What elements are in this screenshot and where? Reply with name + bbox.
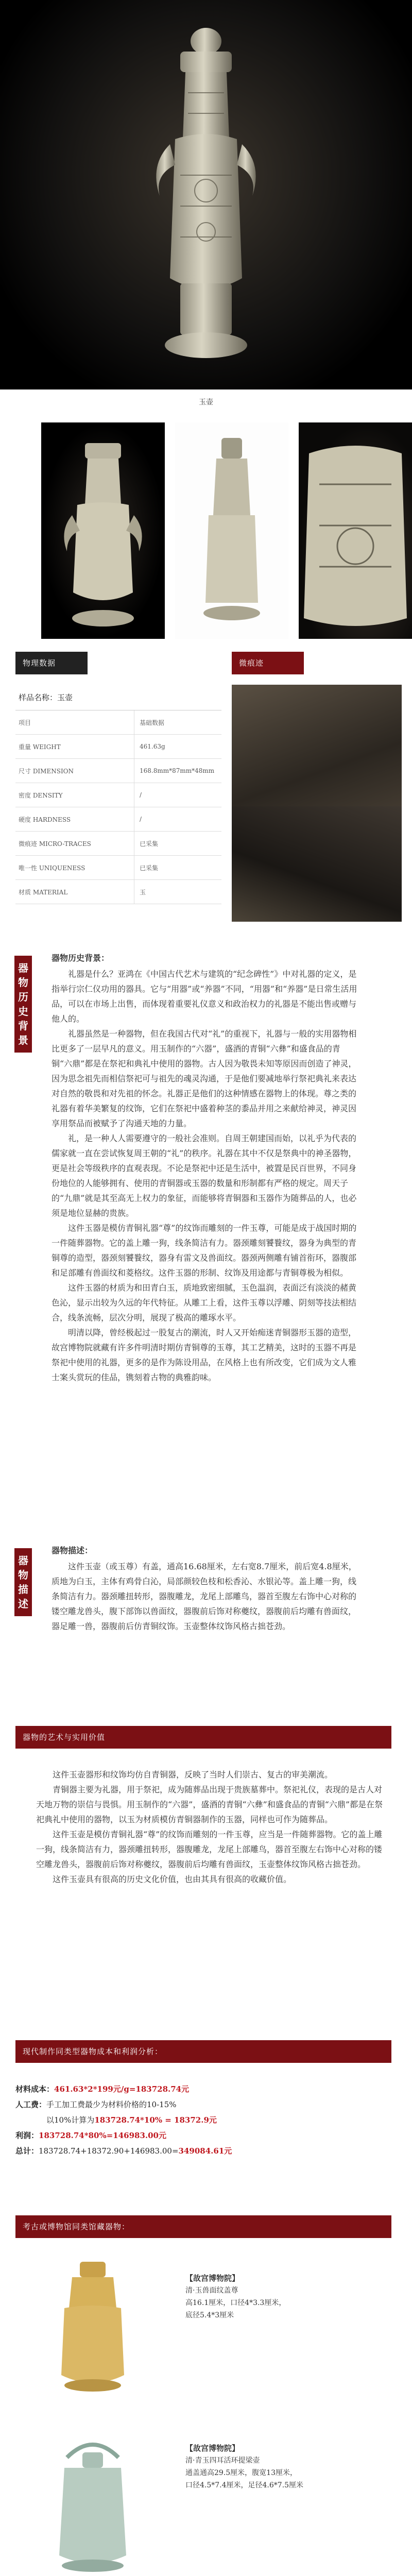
data-table: [15, 685, 221, 904]
art-value-section: [0, 1726, 412, 2025]
art-paragraph: 青铜器主要为礼器，用于祭祀，成为随葬品出现于贵族墓葬中。祭祀礼仪，表现的是古人对天地万物的崇信与畏惧。用玉制作的“六器”，盛酒的青铜“六彝”和盛食品的青铜“六鼎”都是在祭祀典礼中使用的器物，以玉为材质模仿青铜器制作的玉器，同样也可作为随葬品。: [36, 1785, 383, 1824]
row-value: 已采集: [134, 856, 221, 879]
detail-photo-front: [41, 422, 165, 639]
celadon-jade-ewer-image: [15, 2421, 170, 2576]
labor-label: 人工费：: [15, 2100, 47, 2109]
micro-trace-photo-2: [232, 806, 402, 922]
table-row: [15, 807, 221, 832]
history-paragraph: 这件玉器是模仿青铜礼器“尊”的纹饰而雕刻的一件玉尊，可能是成于战国时期的一件随葬器物。它的盖上雕一狗，线条简洁有力。器颈雕刻饕餮纹，器身为典型的青铜尊的造型，器颈刻饕餮纹，器身有雷文及兽面纹。器颈两侧雕有铺首衔环，器腹部和足部雕有兽面纹和菱格纹。这件玉器的形制、纹饰及用途都与青铜尊极为相似。: [52, 1223, 357, 1278]
label-char: 述: [18, 1598, 28, 1610]
cost-title: 现代制作同类型器物成本和利润分析：: [15, 2040, 391, 2063]
museum-item: [15, 2421, 391, 2576]
physical-data-section: [0, 652, 412, 940]
museum-name: 【故宫博物院】: [185, 2274, 240, 2283]
museum-item-text: [185, 2442, 303, 2492]
yellow-jade-vase-image: [15, 2251, 170, 2406]
table-row: [15, 710, 221, 735]
label-char: 史: [18, 1005, 28, 1018]
total-label: 总计：: [15, 2146, 39, 2156]
art-text: [36, 1767, 386, 1887]
label-char: 器: [18, 962, 28, 974]
museum-desc: 高16.1厘米，口径4*3.3厘米，: [185, 2299, 286, 2307]
label-char: 描: [18, 1583, 28, 1596]
labor-calc-line: [15, 2112, 397, 2128]
labor-desc: 手工加工费最少为材料价格的10-15%: [46, 2100, 177, 2109]
table-row: [15, 856, 221, 880]
table-row: [15, 832, 221, 856]
history-paragraph: 礼，是一种人人需要遵守的一般社会准则。自周王朝建国而始，以礼乎为代表的儒家就一直在尝试恢复周王朝的“礼”的秩序。礼器在其中不仅是祭典中的神圣器物，更是社会等级秩序的直观表现。不论是祭祀中还是生活中，被置是民百世界，不同身份地位的人能够拥有、使用的青铜器或玉器的数量和形制都有严格的规定。周天子的“九鼎”就是其至高无上权力的象征，而能够将青铜器和玉器作为随葬品的人，也必须是地位显赫的贵族。: [52, 1133, 357, 1218]
detail-photo-side: [175, 422, 288, 639]
museum-desc: 口径4.5*7.4厘米，足径4.6*7.5厘米: [185, 2481, 304, 2489]
museum-title: 考古或博物馆同类馆藏器物：: [15, 2215, 391, 2238]
photo-grid: [0, 422, 412, 639]
description-heading: 器物描述：: [52, 1546, 93, 1555]
labor-calc-prefix: 以10%计算为: [46, 2115, 95, 2125]
row-value: /: [134, 807, 221, 831]
material-value: 461.63*2*199元/g=183728.74元: [54, 2084, 190, 2094]
material-cost-line: [15, 2081, 397, 2097]
physical-data-title: 物理数据: [15, 652, 88, 674]
micro-traces-title: 微痕迹: [232, 652, 304, 674]
museum-item: [15, 2251, 391, 2406]
museum-item-image: [15, 2251, 170, 2406]
row-key: 硬度 HARDNESS: [19, 816, 71, 823]
sample-name-label: 样品名称：: [19, 693, 58, 702]
museum-section: [0, 2215, 412, 2576]
sample-name-value: 玉壶: [57, 693, 73, 702]
hero-photo: [0, 0, 412, 389]
table-row: [15, 880, 221, 904]
museum-name: 【故宫博物院】: [185, 2444, 240, 2453]
total-line: [15, 2143, 397, 2159]
history-section: [0, 951, 412, 1512]
museum-item-image: [15, 2421, 170, 2576]
row-value: /: [134, 783, 221, 807]
profit-label: 利润：: [15, 2131, 39, 2140]
museum-desc: 清·青玉四耳活环提梁壶: [185, 2456, 260, 2465]
label-char: 景: [18, 1034, 28, 1046]
table-row: [15, 783, 221, 807]
label-char: 器: [18, 1554, 28, 1567]
description-text: [52, 1543, 360, 1634]
history-vertical-label: [14, 956, 32, 1053]
row-key: 微痕迹 MICRO-TRACES: [19, 840, 91, 848]
vase-side-image: [175, 422, 288, 639]
jade-vase-image: [118, 10, 294, 381]
label-char: 历: [18, 991, 28, 1003]
art-value-title: 器物的艺术与实用价值: [15, 1726, 391, 1749]
history-paragraph: 礼器虽然是一种器物，但在我国古代对“礼”的重视下，礼器与一般的实用器物相比更多了一层早凡的意义。用玉制作的“六器”，盛酒的青铜“六彝”和盛食品的青铜“六鼎”都是在祭祀和典礼中使用的器物。古人因为敬畏未知等原因而创造了神灵，因为思念祖先而相信祭祀可与祖先的魂灵沟通，于是他们要减地举行祭祀典礼来表达对自然的敬畏和对先祖的怀念。礼器正是他们的这种情感在器物上的体现。尊之类的礼器有着华美繁复的纹饰，它们在祭祀中盛着种茎的黍品并用之来献给神灵，神灵因享用祭品而被赋予了沟通天地的力量。: [52, 1029, 357, 1128]
total-result: 349084.61元: [178, 2146, 232, 2156]
label-char: 物: [18, 1569, 28, 1581]
hero-caption: 玉壶: [199, 398, 213, 406]
material-label: 材料成本：: [15, 2084, 55, 2094]
profit-line: [15, 2128, 397, 2143]
sample-name-row: [15, 685, 221, 710]
row-value: 168.8mm*87mm*48mm: [134, 759, 221, 783]
museum-desc: 通盖通高29.5厘米，腹宽13厘米，: [185, 2469, 297, 2477]
labor-calc-value: 183728.74*10% = 18372.9元: [94, 2115, 217, 2125]
art-paragraph: 这件玉壶是模仿青铜礼器“尊”的纹饰而雕刻的一件玉尊，应当是一件随葬器物。它的盖上雕一狗，线条简洁有力，器颈雕扭转形，器腹雕龙，龙尾上部雕鸟，器首至腹左右饰中心对称的镂空雕龙兽头，器腹前后饰对称夔纹，器腹前后均雕有兽面纹，玉壶整体纹饰风格古拙苍劲。: [36, 1829, 383, 1869]
table-row: [15, 735, 221, 759]
vase-closeup-image: [299, 422, 412, 639]
cost-text: [15, 2081, 397, 2159]
museum-desc: 底径5.4*3厘米: [185, 2311, 234, 2319]
vase-detail-image: [41, 422, 165, 639]
table-row: [15, 759, 221, 783]
row-key: 密度 DENSITY: [19, 791, 63, 799]
labor-cost-line: [15, 2097, 397, 2112]
detail-photo-closeup: [299, 422, 412, 639]
row-value: 已采集: [134, 832, 221, 855]
museum-desc: 清·玉兽面纹盖尊: [185, 2286, 238, 2295]
row-key: 唯一性 UNIQUENESS: [19, 864, 85, 872]
description-section: [0, 1538, 412, 1708]
history-paragraph: 这件玉器的材质为和田青白玉，质地致密细腻，玉色温润，表面泛有淡淡的赭黄色沁，显示出较为久远的年代特征。从雕工上看，这件玉尊以浮雕、阴刻等技法相结合，线条流畅，层次分明，展现了极高的雕琢水平。: [52, 1283, 357, 1323]
art-paragraph: 这件玉壶具有很高的历史文化价值，也由其具有很高的收藏价值。: [53, 1874, 292, 1884]
history-heading: 器物历史背景：: [52, 953, 110, 963]
description-paragraph: 这件玉壶（或玉尊）有盖，通高16.68厘米，左右宽8.7厘米，前后宽4.8厘米，质地为白玉，主体有鸡骨白沁，局部颜较色枝和松香沁、水银沁等。盖上雕一狗，线条简洁有力。器颈雕扭转形，器腹雕龙，龙尾上部雕鸟，器首至腹左右饰中心对称的镂空雕龙兽头，腹下部饰以兽面纹，器腹前后饰对称夔纹，器腹前后均雕有兽面纹，器足雕一兽，器腹前后仿青铜纹饰。玉壶整体纹饰风格古拙苍劲。: [52, 1562, 357, 1631]
profit-value: 183728.74*80%=146983.00元: [39, 2131, 166, 2140]
label-char: 背: [18, 1020, 28, 1032]
row-key: 项目: [19, 719, 31, 726]
cost-section: [0, 2040, 412, 2195]
museum-item-text: [185, 2272, 286, 2321]
description-vertical-label: [14, 1548, 32, 1616]
row-value: 基础数据: [134, 710, 221, 734]
history-paragraph: 明清以降，曾经极起过一股复古的潮流，时人又开始痴迷青铜器形玉器的造型，故宫博物院就藏有许多件明清时期仿青铜尊的玉尊，其工艺精美，这时的玉器不再是祭祀中使用的礼器，更多的是作为陈设用品，在风格上也有所改变，它们成为文人雅士案头赏玩的佳品，镌刻着古物的典雅韵味。: [52, 1328, 357, 1382]
total-value: 183728.74+18372.90+146983.00=: [39, 2146, 179, 2156]
history-paragraph: 礼器是什么？亚鸿在《中国古代艺术与建筑的“纪念碑性”》中对礼器的定义，是指举行宗仁仪功用的器具。它与“用器”或“养器”不同，“用器”和“养器”是日常生活用品，可以在市场上出售，而体现着重要礼仪意义和政治权力的礼器是不能出售或赠与他人的。: [52, 969, 357, 1024]
label-char: 物: [18, 976, 28, 989]
row-key: 材质 MATERIAL: [19, 888, 68, 896]
row-key: 重量 WEIGHT: [19, 743, 61, 751]
art-paragraph: 这件玉壶器形和纹饰均仿自青铜器，反映了当时人们崇古、复古的审美潮流。: [53, 1770, 333, 1780]
row-value: 玉: [134, 880, 221, 904]
row-key: 尺寸 DIMENSION: [19, 767, 74, 775]
row-value: 461.63g: [134, 735, 221, 758]
history-text: [52, 951, 360, 1385]
